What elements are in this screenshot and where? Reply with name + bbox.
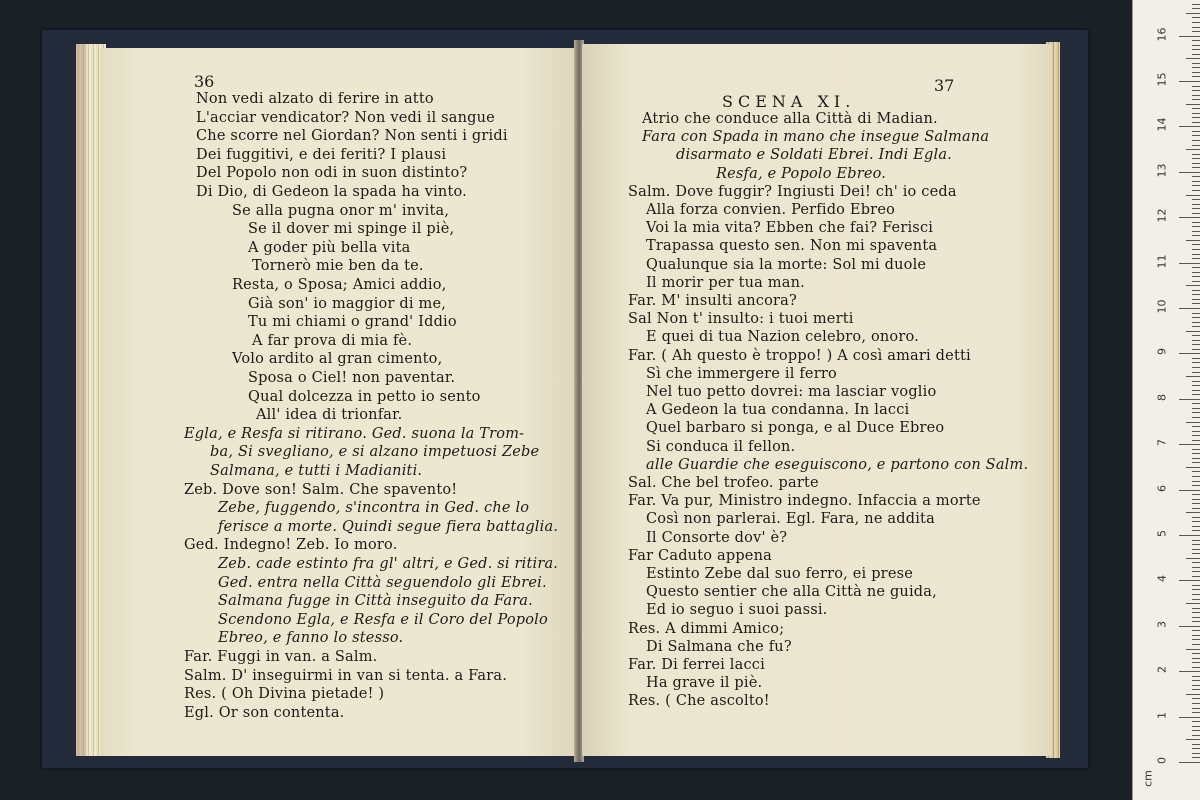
text-line: Tornerò mie ben da te. [252,258,424,275]
ruler-tick [1192,254,1200,255]
text-line: Sal Non t' insulto: i tuoi merti [628,311,854,328]
text-line: Non vedi alzato di ferire in atto [196,91,434,107]
ruler-tick [1192,508,1200,509]
text-line: Quel barbaro si ponga, e al Duce Ebreo [646,420,945,437]
ruler-tick [1192,481,1200,482]
ruler-label: 6 [1155,484,1169,492]
ruler-tick [1192,294,1200,295]
ruler-tick [1192,576,1200,577]
ruler-tick [1192,322,1200,323]
ruler-tick [1179,444,1200,445]
ruler-tick [1192,730,1200,731]
ruler-tick [1192,276,1200,277]
ruler-tick [1192,635,1200,636]
ruler-tick [1186,331,1200,332]
ruler-tick [1192,362,1200,363]
text-line: Salmana fugge in Città inseguito da Fara. [218,593,533,610]
ruler-tick [1192,494,1200,495]
ruler-tick [1186,422,1200,423]
ruler-tick [1192,381,1200,382]
text-line: E quei di tua Nazion celebro, onoro. [646,329,919,346]
text-line: Ged. entra nella Città seguendolo gli Ebrei. [218,574,547,591]
ruler-label: 9 [1155,348,1169,356]
ruler-tick [1192,208,1200,209]
ruler-tick [1192,140,1200,141]
ruler-tick [1192,735,1200,736]
ruler-tick [1192,594,1200,595]
text-line: Di Salmana che fu? [646,638,792,655]
ruler-tick [1192,571,1200,572]
ruler-tick [1192,744,1200,745]
ruler-tick [1192,662,1200,663]
ruler-tick [1186,240,1200,241]
text-line: Ged. Indegno! Zeb. Io moro. [184,537,398,554]
ruler-tick [1192,358,1200,359]
text-line: Zeb. cade estinto fra gl' altri, e Ged. si ritira. [218,556,559,572]
ruler-label: 7 [1155,439,1169,447]
ruler-tick [1192,503,1200,504]
ruler-tick [1192,589,1200,590]
ruler-tick [1186,104,1200,105]
text-line: ba, Si svegliano, e si alzano impetuosi Zebe [210,444,540,461]
text-line: Trapassa questo sen. Non mi spaventa [646,238,938,255]
ruler-tick [1192,326,1200,327]
text-line: Sposa o Ciel! non paventar. [248,370,456,386]
text-line: A goder più bella vita [248,239,411,256]
ruler-label: 14 [1155,117,1169,132]
ruler-tick [1192,485,1200,486]
ruler-tick [1192,290,1200,291]
ruler-tick [1192,435,1200,436]
ruler-tick [1179,263,1200,264]
ruler-tick [1192,313,1200,314]
ruler-tick [1186,13,1200,14]
ruler-tick [1192,181,1200,182]
text-line: Tu mi chiami o grand' Iddio [248,314,457,331]
ruler-tick [1192,145,1200,146]
ruler-tick [1179,172,1200,173]
ruler-tick [1192,349,1200,350]
ruler-tick [1186,58,1200,59]
text-line: Il Consorte dov' è? [646,529,788,546]
ruler-tick [1192,122,1200,123]
text-line: Ebreo, e fanno lo stesso. [218,630,404,647]
ruler-tick [1192,267,1200,268]
ruler-tick [1192,676,1200,677]
ruler-tick [1192,335,1200,336]
ruler-tick [1192,367,1200,368]
ruler-tick [1192,426,1200,427]
ruler-tick [1192,45,1200,46]
ruler-tick [1192,317,1200,318]
ruler-tick [1192,235,1200,236]
ruler-tick [1186,467,1200,468]
text-line: Res. ( Oh Divina pietade! ) [184,686,385,703]
ruler-tick [1192,553,1200,554]
ruler-tick [1192,154,1200,155]
text-line: Già son' io maggior di me, [248,295,447,312]
text-line: Si conduca il fellon. [646,438,796,455]
ruler-label: 13 [1155,163,1169,178]
text-line: Volo ardito al gran cimento, [232,351,443,368]
text-line: Sì che immergere il ferro [646,365,837,382]
text-line: A Gedeon la tua condanna. In lacci [646,402,910,419]
ruler-tick [1192,549,1200,550]
ruler-tick [1192,72,1200,73]
ruler-tick [1186,195,1200,196]
ruler-tick [1192,471,1200,472]
ruler-tick [1192,412,1200,413]
text-line: Del Popolo non odi in suon distinto? [196,165,468,182]
text-line: Zeb. Dove son! Salm. Che spavento! [184,481,458,498]
left-page [100,48,576,756]
text-line: Zebe, fuggendo, s'incontra in Ged. che lo [218,500,530,517]
text-line: Questo sentier che alla Città ne guida, [646,584,937,601]
ruler-tick [1192,344,1200,345]
text-line: Res. A dimmi Amico; [628,620,785,637]
ruler-tick [1192,299,1200,300]
right-page [582,44,1052,756]
ruler-tick [1192,540,1200,541]
ruler-tick [1192,608,1200,609]
ruler-tick [1192,431,1200,432]
ruler-tick [1192,231,1200,232]
text-line: Far. M' insulti ancora? [628,293,797,309]
ruler-tick [1192,698,1200,699]
ruler-tick [1192,726,1200,727]
ruler-tick [1192,204,1200,205]
ruler-label: 12 [1155,208,1169,223]
ruler-tick [1192,526,1200,527]
ruler-tick [1186,603,1200,604]
text-line: Far. Va pur, Ministro indegno. Infaccia a morte [628,493,981,510]
ruler-tick [1192,67,1200,68]
text-line: Se alla pugna onor m' invita, [232,202,450,219]
text-line: Salmana, e tutti i Madianiti. [210,463,423,479]
ruler-tick [1186,739,1200,740]
ruler-tick [1179,217,1200,218]
text-line: Ha grave il piè. [646,675,763,692]
ruler-tick [1186,376,1200,377]
ruler-tick [1192,403,1200,404]
ruler-tick [1192,190,1200,191]
ruler-tick [1192,40,1200,41]
ruler-tick [1192,244,1200,245]
ruler-tick [1192,644,1200,645]
ruler-tick [1192,685,1200,686]
scene-heading: SCENA XI. [722,92,856,111]
ruler-tick [1192,372,1200,373]
ruler-tick [1192,476,1200,477]
ruler-tick [1192,453,1200,454]
ruler-tick [1179,671,1200,672]
ruler-tick [1179,535,1200,536]
ruler-tick [1192,113,1200,114]
ruler-tick [1192,31,1200,32]
ruler-tick [1192,17,1200,18]
ruler-tick [1192,222,1200,223]
ruler-tick [1179,308,1200,309]
ruler-tick [1192,272,1200,273]
ruler-tick [1192,258,1200,259]
ruler-label: 0 [1155,757,1169,764]
ruler-tick [1179,490,1200,491]
ruler-tick [1179,399,1200,400]
ruler-tick [1192,249,1200,250]
text-line: Il morir per tua man. [646,274,805,291]
ruler-tick [1179,353,1200,354]
measuring-ruler [1132,0,1200,800]
ruler-label: 15 [1155,72,1169,87]
text-line: Salm. D' inseguirmi in van si tenta. a Fara. [184,667,508,684]
ruler-tick [1192,167,1200,168]
ruler-tick [1192,90,1200,91]
ruler-tick [1192,99,1200,100]
ruler-tick [1192,567,1200,568]
text-line: Egla, e Resfa si ritirano. Ged. suona la Trom- [184,425,525,442]
page-number: 37 [934,76,955,95]
text-line: Scendono Egla, e Resfa e il Coro del Popolo [218,611,548,628]
ruler-tick [1192,658,1200,659]
ruler-tick [1192,394,1200,395]
ruler-tick [1192,748,1200,749]
ruler-tick [1192,630,1200,631]
text-line: Sal. Che bel trofeo. parte [628,475,819,491]
ruler-tick [1192,390,1200,391]
ruler-unit: cm [1141,770,1155,787]
ruler-tick [1192,712,1200,713]
ruler-tick [1192,462,1200,463]
text-line: Atrio che conduce alla Città di Madian. [642,111,938,127]
text-line: Nel tuo petto dovrei: ma lasciar voglio [646,384,937,400]
text-line: Qualunque sia la morte: Sol mi duole [646,256,927,273]
text-line: Alla forza convien. Perfido Ebreo [646,202,896,218]
ruler-tick [1192,417,1200,418]
ruler-tick [1192,617,1200,618]
ruler-tick [1192,27,1200,28]
ruler-tick [1192,689,1200,690]
ruler-tick [1192,49,1200,50]
ruler-label: 11 [1155,254,1169,269]
ruler-tick [1186,694,1200,695]
ruler-tick [1192,639,1200,640]
ruler-tick [1192,753,1200,754]
ruler-tick [1192,449,1200,450]
text-line: ferisce a morte. Quindi segue fiera battaglia. [218,518,559,535]
text-line: Che scorre nel Giordan? Non senti i gridi [196,128,508,145]
text-line: Far. Fuggi in van. a Salm. [184,649,378,665]
text-line: Qual dolcezza in petto io sento [248,388,481,405]
ruler-tick [1186,649,1200,650]
ruler-tick [1186,512,1200,513]
ruler-tick [1179,126,1200,127]
text-line: Egl. Or son contenta. [184,704,345,721]
ruler-tick [1192,530,1200,531]
ruler-label: 4 [1155,575,1169,583]
ruler-tick [1179,717,1200,718]
ruler-tick [1192,54,1200,55]
ruler-tick [1192,499,1200,500]
ruler-label: 2 [1155,666,1169,674]
text-line: Voi la mia vita? Ebben che fai? Ferisci [646,220,934,237]
ruler-tick [1192,108,1200,109]
ruler-label: 1 [1155,711,1169,719]
ruler-tick [1192,612,1200,613]
ruler-tick [1192,131,1200,132]
ruler-tick [1192,158,1200,159]
ruler-tick [1192,517,1200,518]
text-line: alle Guardie che eseguiscono, e partono con Salm. [646,456,1029,473]
ruler-tick [1192,8,1200,9]
ruler-label: 3 [1155,620,1169,628]
ruler-tick [1192,226,1200,227]
page-number: 36 [194,72,215,91]
ruler-tick [1192,117,1200,118]
ruler-tick [1192,385,1200,386]
text-line: Dei fuggitivi, e dei feriti? I plausi [196,146,447,163]
ruler-tick [1192,521,1200,522]
ruler-tick [1179,36,1200,37]
text-line: Estinto Zebe dal suo ferro, ei prese [646,566,914,582]
ruler-tick [1192,653,1200,654]
text-line: Resta, o Sposa; Amici addio, [232,277,447,293]
ruler-tick [1192,708,1200,709]
ruler-tick [1192,176,1200,177]
ruler-tick [1192,22,1200,23]
ruler-tick [1179,762,1200,763]
ruler-label: 10 [1155,299,1169,314]
ruler-label: 5 [1155,530,1169,537]
ruler-tick [1192,544,1200,545]
text-line: Fara con Spada in mano che insegue Salmana [642,129,990,146]
ruler-tick [1179,626,1200,627]
ruler-tick [1192,721,1200,722]
ruler-tick [1179,580,1200,581]
text-line: All' idea di trionfar. [256,407,403,424]
ruler-tick [1192,585,1200,586]
ruler-tick [1192,213,1200,214]
ruler-tick [1192,95,1200,96]
text-line: Far. ( Ah questo è troppo! ) A così amari detti [628,347,971,364]
text-line: Salm. Dove fuggir? Ingiusti Dei! ch' io ceda [628,183,957,200]
text-line: Res. ( Che ascolto! [628,693,770,710]
ruler-tick [1186,149,1200,150]
ruler-tick [1186,285,1200,286]
text-line: Così non parlerai. Egl. Fara, ne addita [646,511,935,528]
ruler-tick [1192,408,1200,409]
ruler-tick [1192,621,1200,622]
ruler-tick [1192,340,1200,341]
ruler-tick [1179,81,1200,82]
text-line: L'acciar vendicator? Non vedi il sangue [196,109,495,126]
ruler-label: 8 [1155,393,1169,401]
text-line: Resfa, e Popolo Ebreo. [716,165,887,182]
ruler-tick [1192,757,1200,758]
text-line: Far Caduto appena [628,547,772,564]
ruler-tick [1192,76,1200,77]
text-line: A far prova di mia fè. [252,332,413,349]
ruler-tick [1192,680,1200,681]
text-line: Di Dio, di Gedeon la spada ha vinto. [196,184,467,200]
ruler-tick [1192,4,1200,5]
ruler-tick [1192,458,1200,459]
ruler-tick [1192,703,1200,704]
ruler-tick [1192,63,1200,64]
text-line: Ed io seguo i suoi passi. [646,602,828,619]
ruler-tick [1192,135,1200,136]
ruler-tick [1192,599,1200,600]
ruler-tick [1186,558,1200,559]
text-line: disarmato e Soldati Ebrei. Indi Egla. [676,147,952,164]
ruler-tick [1192,185,1200,186]
ruler-tick [1192,303,1200,304]
ruler-tick [1192,281,1200,282]
ruler-label: 16 [1155,27,1169,42]
ruler-tick [1192,562,1200,563]
ruler-tick [1192,440,1200,441]
ruler-tick [1192,199,1200,200]
ruler-tick [1192,163,1200,164]
text-line: Far. Di ferrei lacci [628,657,765,673]
ruler-tick [1192,86,1200,87]
text-line: Se il dover mi spinge il piè, [248,221,455,238]
ruler-tick [1192,667,1200,668]
